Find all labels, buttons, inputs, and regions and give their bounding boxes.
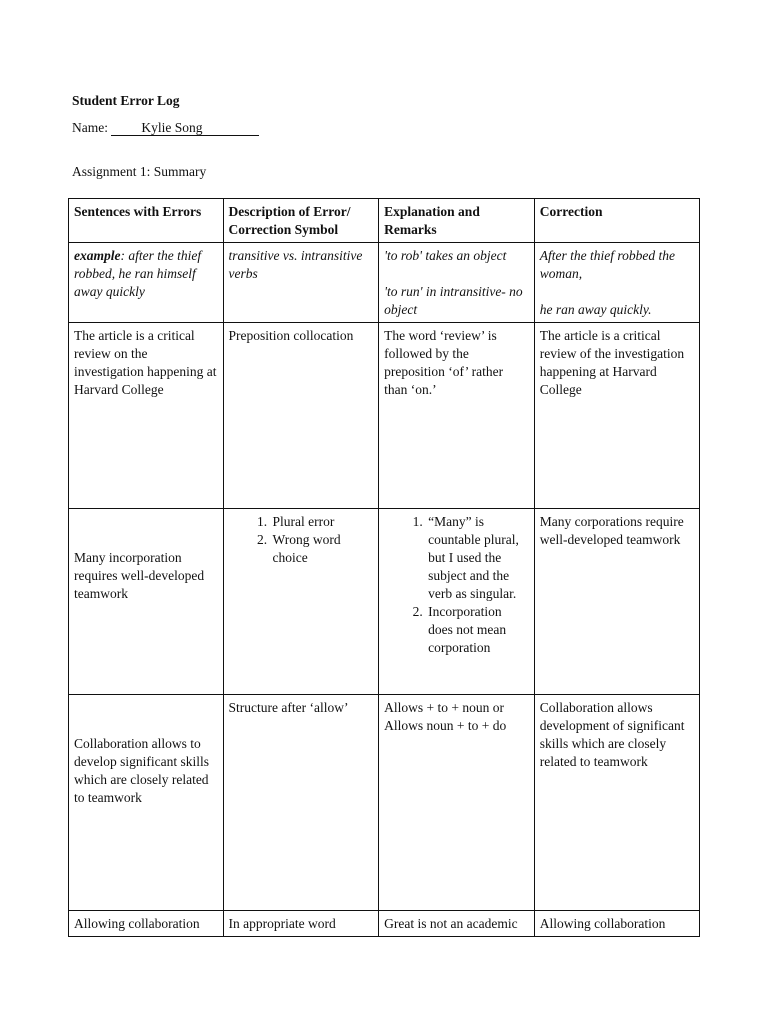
example-label: example [74,248,121,263]
row3-explanation-1: Allows + to + noun or [384,700,505,715]
assignment-title: Assignment 1: Summary [72,164,207,179]
row3-description: Structure after ‘allow’ [223,695,379,911]
table-header-row [69,199,700,243]
example-sentence: : after the thief robbed, he ran himself away quickly [74,248,202,299]
row2-explanation-item: 2. Incorporation does not mean corporation [426,603,529,657]
example-description: transitive vs. intransitive verbs [223,243,379,323]
row2-sentence: Many incorporation requires well-developed teamwork [74,550,205,601]
row3-sentence-cell [69,695,224,911]
example-explanation-1: 'to rob' takes an object [384,248,507,263]
row2-explanation-list [384,513,529,657]
example-sentence-cell [69,243,224,323]
row3-explanation-2: Allows noun + to + do [384,718,507,733]
table-row-example [69,243,700,323]
row2-description-item: 1. Plural error [271,513,374,531]
name-label: Name: [72,120,108,135]
header-explanation: Explanation and Remarks [379,199,535,243]
row4-correction: Allowing collaboration [534,911,699,937]
table-row [69,509,700,695]
row2-explanation-item: 1. “Many” is countable plural, but I used the subject and the verb as singular. [426,513,529,603]
header-correction: Correction [534,199,699,243]
page-title: Student Error Log [72,93,180,108]
row4-description: In appropriate word [223,911,379,937]
row3-correction: Collaboration allows development of significant skills which are closely related to teamwork [534,695,699,911]
name-value: Kylie Song [111,120,258,136]
row1-sentence: The article is a critical review on the investigation happening at Harvard College [69,323,224,509]
row2-description-list [229,513,374,567]
row3-sentence: Collaboration allows to develop significant skills which are closely related to teamwork [74,736,209,805]
example-correction-2: he ran away quickly. [539,302,652,317]
row2-sentence-cell [69,509,224,695]
row4-sentence: Allowing collaboration [69,911,224,937]
name-line [72,119,259,137]
row2-description-cell [223,509,379,695]
header-description: Description of Error/ Correction Symbol [223,199,379,243]
table-row [69,695,700,911]
example-correction-cell [534,243,699,323]
row2-description-item: 2. Wrong word choice [271,531,374,567]
row4-explanation: Great is not an academic [379,911,535,937]
table-row [69,323,700,509]
row1-explanation: The word ‘review’ is followed by the preposition ‘of’ rather than ‘on.’ [379,323,535,509]
row2-correction: Many corporations require well-developed teamwork [534,509,699,695]
row1-correction: The article is a critical review of the investigation happening at Harvard College [534,323,699,509]
row1-description: Preposition collocation [223,323,379,509]
error-log-table [68,198,700,937]
row3-explanation-cell [379,695,535,911]
header-sentences: Sentences with Errors [69,199,224,243]
row2-explanation-cell [379,509,535,695]
table-row [69,911,700,937]
example-correction-1: After the thief robbed the woman, [539,248,675,281]
example-explanation-cell [379,243,535,323]
example-explanation-2: 'to run' in intransitive- no object [384,284,523,317]
